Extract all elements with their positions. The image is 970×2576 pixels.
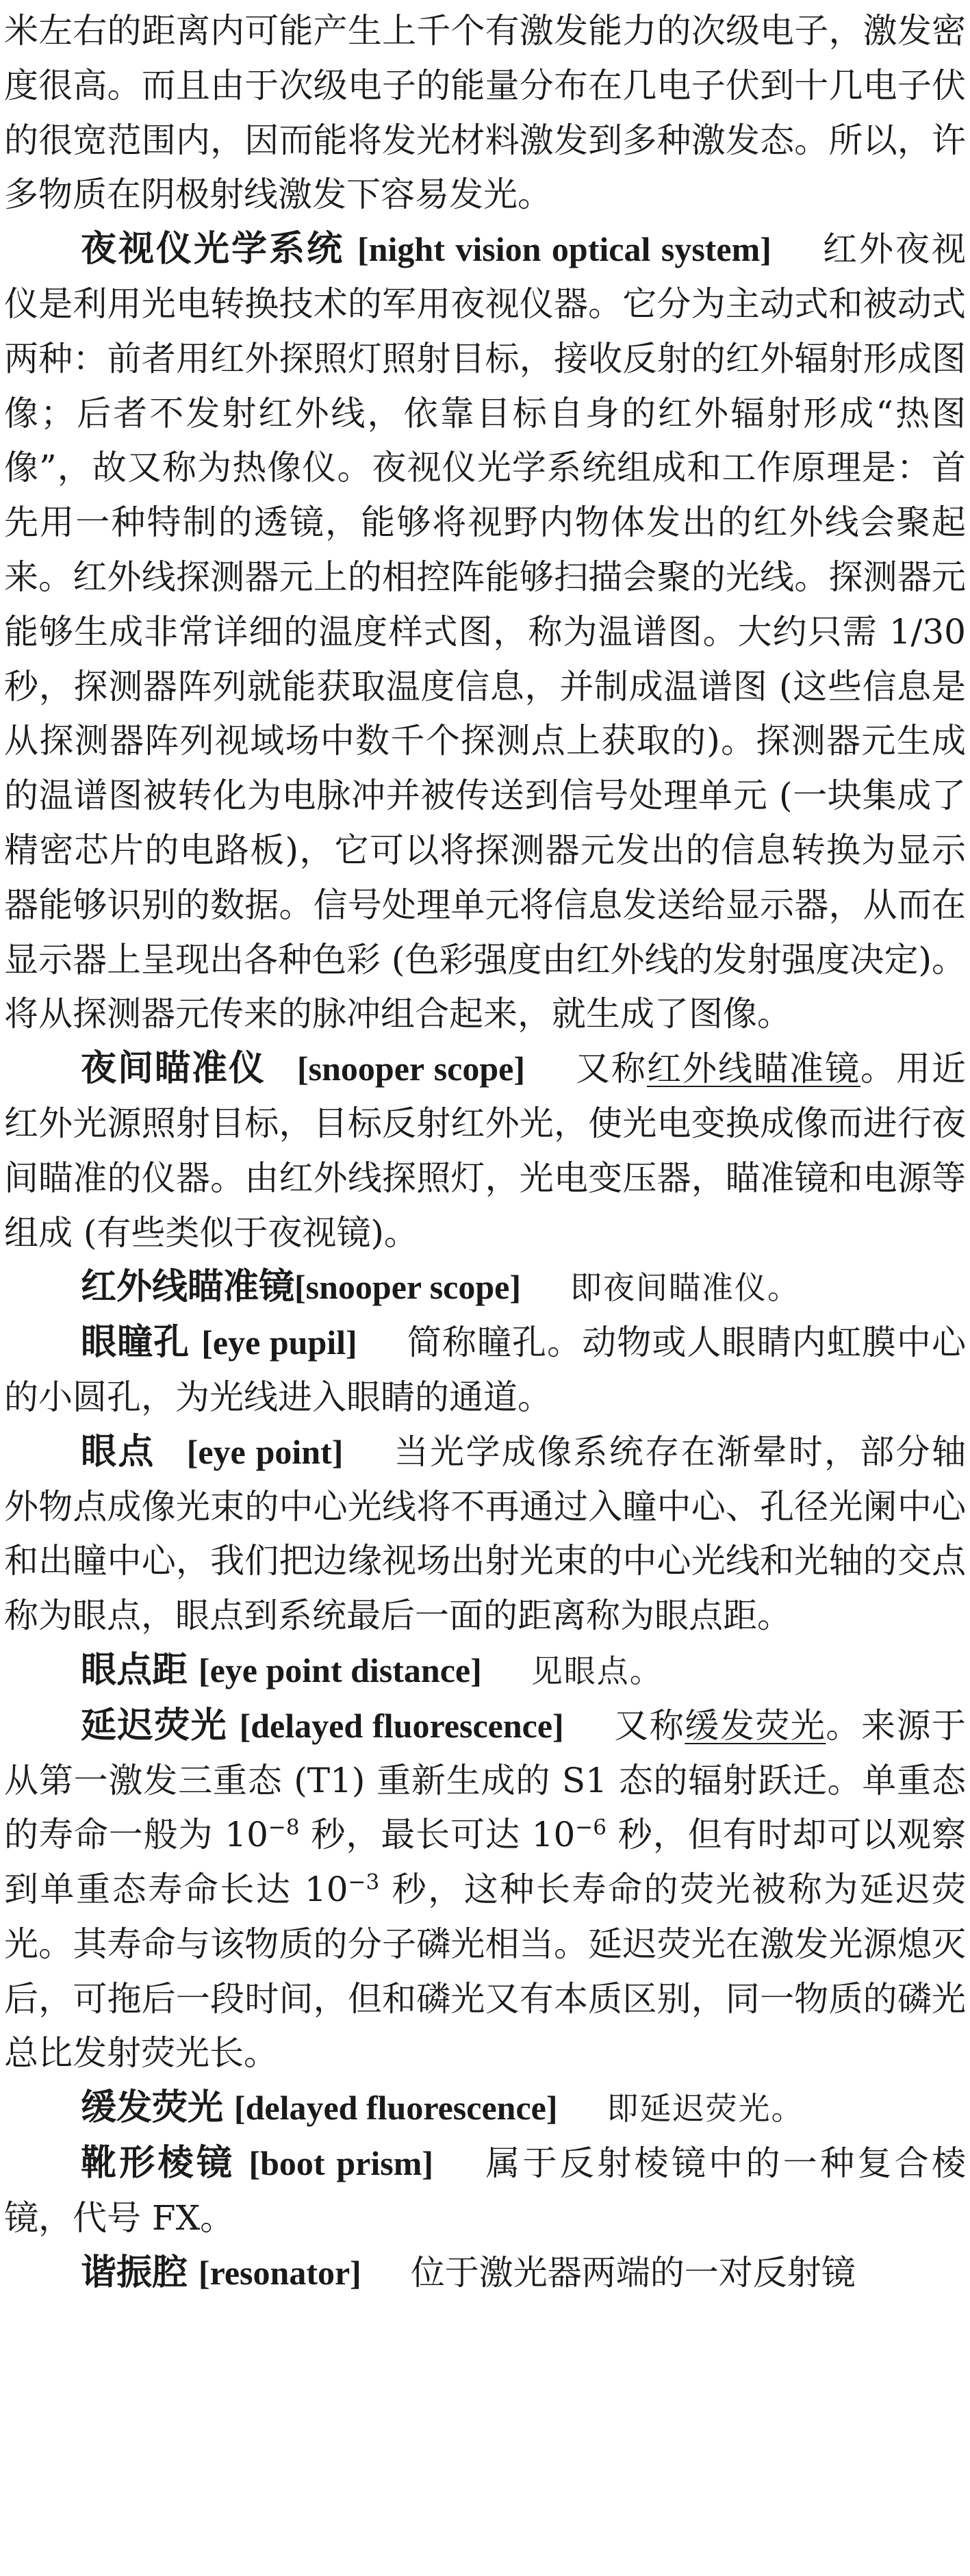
entry-body: 。来源于从第一激发三重态 (T1) 重新生成的 S1 态的辐射跃迁。单重态的寿命一般为 10 xyxy=(4,1705,967,1855)
entry-body-prefix: 又称 xyxy=(574,1049,648,1089)
entry-body: 秒，但有时却可以观察到单重态寿命长达 10 xyxy=(4,1815,966,1910)
entry-english: [eye pupil] xyxy=(201,1323,357,1362)
entry-body: 。用近红外光源照射目标，目标反射红外光，使光电变换成像而进行夜间瞄准的仪器。由红外线探照灯，光电变压器，瞄准镜和电源等组成 (有些类似于夜视镜)。 xyxy=(4,1049,967,1253)
entry-term: 靴形棱镜 xyxy=(81,2143,235,2184)
entry-body: 秒，最长可达 10 xyxy=(299,1815,576,1855)
cross-reference-link[interactable]: 缓发荧光 xyxy=(685,1705,826,1746)
entry-eye-point-distance xyxy=(4,1644,966,1699)
entry-term: 延迟荧光 xyxy=(81,1705,228,1746)
entry-see-reference: 即延迟荧光。 xyxy=(607,2090,804,2128)
entry-snooper-scope xyxy=(4,1042,966,1260)
entry-body-prefix: 又称 xyxy=(613,1705,685,1746)
exponent: −6 xyxy=(575,1815,607,1840)
entry-infrared-sight xyxy=(4,1260,966,1316)
continuation-paragraph: 米左右的距离内可能产生上千个有激发能力的次级电子，激发密度很高。而且由于次级电子的能量分布在几电子伏到十几电子伏的很宽范围内，因而能将发光材料激发到多种激发态。所以，许多物质在阴极射线激发下容易发光。 xyxy=(4,11,966,215)
entry-english: [eye point distance] xyxy=(198,1650,482,1689)
entry-night-vision-optical-system xyxy=(4,222,966,1042)
entry-body: 红外夜视仪是利用光电转换技术的军用夜视仪器。它分为主动式和被动式两种：前者用红外探照灯照射目标，接收反射的红外辐射形成图像；后者不发射红外线，依靠目标自身的红外辐射形成“热图像”，故又称为热像仪。夜视仪光学系统组成和工作原理是：首先用一种特制的透镜，能够将视野内物体发出的红外线会聚起来。红外线探测器元上的相控阵能够扫描会聚的光线。探测器元能够生成非常详细的温度样式图，称为温谱图。大约只需 1/30 秒，探测器阵列就能获取温度信息，并制成温谱图 (这些信息是从探测器阵列视域场中数千个探测点上获取的)。探测器元生成的温谱图被转化为电脉冲并被传送到信号处理单元 (一块集成了精密芯片的电路板)，它可以将探测器元发出的信息转换为显示器能够识别的数据。信号处理单元将信息发送给显示器，从而在显示器上呈现出各种色彩 (色彩强度由红外线的发射强度决定)。将从探测器元传来的脉冲组合起来，就生成了图像。 xyxy=(4,229,966,1034)
entry-delayed-fluorescence-alias xyxy=(4,2081,966,2137)
entry-english: [boot prism] xyxy=(248,2144,434,2183)
entry-term: 夜视仪光学系统 xyxy=(81,229,345,270)
entry-term: 眼瞳孔 xyxy=(81,1322,190,1364)
entry-see-reference: 见眼点。 xyxy=(531,1652,663,1689)
entry-english: [snooper scope] xyxy=(294,1268,522,1307)
entry-term: 夜间瞄准仪 xyxy=(81,1048,266,1090)
entry-term: 缓发荧光 xyxy=(81,2087,224,2129)
entry-see-reference: 即夜间瞄准仪。 xyxy=(570,1269,801,1307)
entry-resonator xyxy=(4,2246,966,2301)
entry-body: 当光学成像系统存在渐晕时，部分轴外物点成像光束的中心光线将不再通过入瞳中心、孔径光阑中心和出瞳中心，我们把边缘视场出射光束的中心光线和光轴的交点称为眼点，眼点到系统最后一面的距离称为眼点距。 xyxy=(4,1431,966,1636)
entry-term: 红外线瞄准镜 xyxy=(81,1266,295,1308)
entry-english: [eye point] xyxy=(186,1432,344,1471)
entry-boot-prism xyxy=(4,2137,966,2246)
entry-body: 位于激光器两端的一对反射镜 xyxy=(410,2252,856,2293)
entry-body: 秒，这种长寿命的荧光被称为延迟荧光。其寿命与该物质的分子磷光相当。延迟荧光在激发光源熄灭后，可拖后一段时间，但和磷光又有本质区别，同一物质的磷光总比发射荧光长。 xyxy=(4,1870,966,2074)
entry-english: [delayed fluorescence] xyxy=(239,1706,564,1745)
entry-english: [delayed fluorescence] xyxy=(233,2089,558,2128)
exponent: −8 xyxy=(268,1815,300,1840)
entry-body: 简称瞳孔。动物或人眼睛内虹膜中心的小圆孔，为光线进入眼睛的通道。 xyxy=(4,1323,966,1417)
exponent: −3 xyxy=(348,1870,380,1895)
cross-reference-link[interactable]: 红外线瞄准镜 xyxy=(647,1049,861,1089)
entry-english: [resonator] xyxy=(198,2253,361,2292)
entry-english: [night vision optical system] xyxy=(357,230,771,269)
entry-english: [snooper scope] xyxy=(297,1049,526,1088)
entry-body: 属于反射棱镜中的一种复合棱镜，代号 FX。 xyxy=(4,2143,966,2238)
entry-term: 谐振腔 xyxy=(81,2252,188,2293)
entry-term: 眼点 xyxy=(81,1431,155,1472)
entry-eye-pupil xyxy=(4,1316,966,1425)
entry-delayed-fluorescence xyxy=(4,1699,966,2082)
entry-eye-point xyxy=(4,1425,966,1644)
entry-term: 眼点距 xyxy=(81,1649,188,1691)
